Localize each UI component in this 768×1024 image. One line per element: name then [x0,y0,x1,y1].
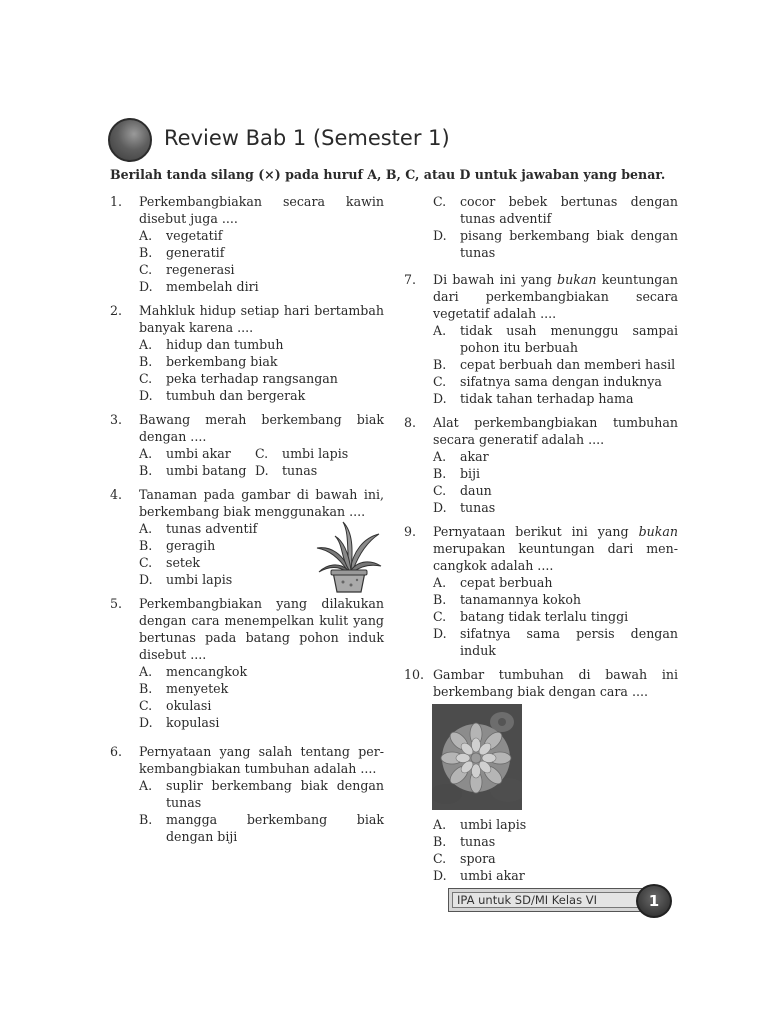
option-text: sifatnya sama persis dengan induk [460,626,678,658]
option-letter: D. [433,228,447,243]
question-stem: Alat perkembangbiakan tumbuhan secara generatif adalah .... [433,415,678,447]
option-letter: C. [433,851,447,866]
question-number: 3. [110,412,123,427]
option-text: berkembang biak [166,354,278,369]
option-letter: D. [139,715,153,730]
option-b[interactable] [139,353,384,370]
option-text: mencangkok [166,664,248,679]
option-letter: D. [433,868,447,883]
question-stem: Perkembangbiakan yang dilakukan dengan cara menempelkan kulit yang bertunas pada batang pohon induk disebut .... [139,596,384,662]
option-text: biji [460,466,481,481]
potted-plant-illustration [313,520,385,596]
option-text: membelah diri [166,279,259,294]
option-letter: B. [433,592,447,607]
page-footer [448,884,678,918]
option-letter: A. [433,449,447,464]
question-number: 8. [404,415,417,430]
option-letter: D. [433,391,447,406]
question-6-continued [404,193,678,261]
option-a[interactable] [139,336,384,353]
question-stem: Gambar tumbuhan di bawah ini berkembang biak dengan cara .... [433,667,678,699]
instruction-text: Berilah tanda silang (×) pada huruf A, B, C, atau D untuk jawaban yang benar. [110,167,666,182]
option-a[interactable] [433,322,678,356]
question-10 [404,666,678,884]
page-number-badge [636,884,672,918]
question-number: 1. [110,194,123,209]
option-letter: A. [139,446,153,461]
option-d[interactable] [433,499,678,516]
option-letter: A. [139,664,153,679]
question-2 [110,302,384,404]
question-stem [433,271,678,322]
option-text: cepat berbuah [460,575,553,590]
option-c[interactable] [433,193,678,227]
option-letter: C. [433,609,447,624]
question-8 [404,414,678,516]
option-a[interactable] [139,663,384,680]
option-letter: D. [139,572,153,587]
option-text: tunas [460,500,496,515]
option-text: generatif [166,245,225,260]
question-stem [433,523,678,574]
option-text: umbi akar [460,868,525,883]
option-letter: C. [433,194,447,209]
option-text: spora [460,851,496,866]
option-letter: B. [139,812,153,827]
question-stem: Mahkluk hidup setiap hari bertambah banyak karena .... [139,303,384,335]
stem-text: merupakan keuntungan dari men-cangkok adalah .... [433,541,678,573]
option-b[interactable] [139,680,384,697]
option-d[interactable] [433,390,678,407]
option-letter: D. [433,626,447,641]
option-letter: A. [433,575,447,590]
option-d[interactable] [433,227,678,261]
option-a[interactable] [433,574,678,591]
option-text: suplir berkembang biak dengan tunas [166,778,384,810]
option-letter: A. [139,228,153,243]
option-c[interactable] [433,608,678,625]
option-text: regenerasi [166,262,235,277]
stem-emphasis: bukan [557,272,597,287]
option-d[interactable] [139,387,384,404]
question-number: 9. [404,524,417,539]
option-c[interactable] [139,370,384,387]
option-c[interactable] [139,697,384,714]
option-b[interactable] [433,591,678,608]
option-a[interactable] [139,445,255,462]
stem-text: Di bawah ini yang [433,272,558,287]
question-stem: Perkembangbiakan secara kawin disebut juga .... [139,194,384,226]
question-number: 7. [404,272,417,287]
option-d[interactable] [139,714,384,731]
option-letter: D. [139,279,153,294]
option-letter: D. [255,463,269,478]
option-grid [139,445,384,479]
question-6 [110,743,384,845]
option-a[interactable] [139,777,384,811]
question-7 [404,271,678,407]
option-letter: C. [139,555,153,570]
option-b[interactable] [139,811,384,845]
option-letter: B. [139,354,153,369]
option-text: tunas adventif [166,521,258,536]
option-text: cocor bebek bertunas dengan tunas adventif [460,194,678,226]
option-letter: C. [139,262,153,277]
option-text: hidup dan tumbuh [166,337,284,352]
option-text: akar [460,449,489,464]
option-letter: A. [433,817,447,832]
option-letter: A. [139,521,153,536]
option-text: tunas [460,834,496,849]
option-letter: B. [139,245,153,260]
question-number: 10. [404,667,425,682]
option-text: geragih [166,538,216,553]
option-text: umbi batang [166,463,247,478]
footer-bar [448,888,648,912]
option-d[interactable] [433,625,678,659]
option-letter: C. [139,371,153,386]
option-text: tunas [282,463,318,478]
question-number: 6. [110,744,123,759]
option-letter: A. [433,323,447,338]
stem-text: keuntungan dari perkembangbiakan secara vegetatif adalah .... [433,272,678,321]
book-title: IPA untuk SD/MI Kelas VI [457,893,597,907]
option-b[interactable] [433,465,678,482]
option-text: menyetek [166,681,229,696]
option-b[interactable] [139,462,255,479]
option-text: peka terhadap rangsangan [166,371,338,386]
option-b[interactable] [139,244,384,261]
option-a[interactable] [433,816,678,833]
option-letter: C. [255,446,269,461]
option-text: umbi akar [166,446,231,461]
option-d[interactable] [433,867,678,884]
question-stem: Tanaman pada gambar di bawah ini, berkembang biak menggunakan .... [139,487,384,519]
option-text: tumbuh dan bergerak [166,388,306,403]
option-text: umbi lapis [282,446,349,461]
question-number: 2. [110,303,123,318]
option-c[interactable] [139,261,384,278]
option-c[interactable] [433,373,678,390]
question-5 [110,595,384,731]
option-text: daun [460,483,492,498]
option-letter: B. [139,681,153,696]
option-text: setek [166,555,201,570]
option-letter: C. [139,698,153,713]
option-letter: C. [433,483,447,498]
option-letter: A. [139,778,153,793]
option-text: umbi lapis [166,572,233,587]
option-text: cepat berbuah dan memberi hasil [460,357,676,372]
option-c[interactable] [433,482,678,499]
page-number: 1 [648,892,660,910]
option-b[interactable] [433,356,678,373]
option-text: tidak tahan terhadap hama [460,391,634,406]
option-text: vegetatif [166,228,223,243]
option-a[interactable] [139,227,384,244]
option-letter: B. [433,357,447,372]
option-letter: C. [433,374,447,389]
option-text: batang tidak terlalu tinggi [460,609,629,624]
dahlia-photo [432,704,522,810]
question-3 [110,411,384,479]
option-letter: B. [433,466,447,481]
option-text: pisang berkembang biak dengan tunas [460,228,678,260]
question-9 [404,523,678,659]
question-1 [110,193,384,295]
option-text: umbi lapis [460,817,527,832]
column-right [404,193,678,891]
question-number: 4. [110,487,123,502]
option-text: kopulasi [166,715,220,730]
stem-emphasis: bukan [638,524,678,539]
option-c[interactable] [433,850,678,867]
page-title: Review Bab 1 (Semester 1) [164,126,450,150]
option-letter: A. [139,337,153,352]
option-text: mangga berkembang biak dengan biji [166,812,384,844]
option-letter: B. [139,463,153,478]
option-letter: B. [433,834,447,849]
question-stem: Pernyataan yang salah tentang per-kembangbiakan tumbuhan adalah .... [139,744,384,776]
option-text: sifatnya sama dengan induknya [460,374,662,389]
option-text: tidak usah menunggu sampai pohon itu berbuah [460,323,678,355]
option-a[interactable] [433,448,678,465]
option-letter: B. [139,538,153,553]
circle-badge-icon [108,118,152,162]
option-d[interactable] [139,278,384,295]
option-c[interactable] [255,445,375,462]
option-d[interactable] [255,462,375,479]
question-stem: Bawang merah berkembang biak dengan .... [139,412,384,444]
question-number: 5. [110,596,123,611]
stem-text: Pernyataan berikut ini yang [433,524,639,539]
option-text: tanamannya kokoh [460,592,582,607]
option-letter: D. [433,500,447,515]
option-text: okulasi [166,698,212,713]
option-letter: D. [139,388,153,403]
option-b[interactable] [433,833,678,850]
